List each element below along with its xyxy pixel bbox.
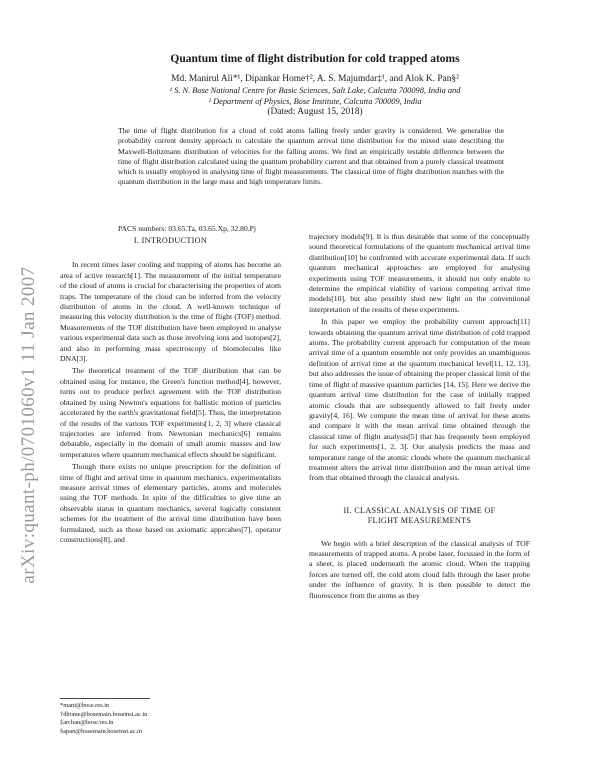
section-heading-line: FLIGHT MEASUREMENTS bbox=[367, 516, 472, 526]
paragraph: Though there exists no unique prescription for the definition of time of flight and arrival time in quantum mechanics, experimentalists measure arrival times of elementary particles, atoms and molecules using the TOF methods. In spite of the difficulties to give time an observable status in quantum mechanics, several logically consistent schemes for the treatment of the arrival time distribution have been formulated, such as those based on axiomatic apprcahes[7], operator constructions[8], and bbox=[60, 462, 281, 544]
footnote: ‡archan@bose.res.in bbox=[60, 719, 114, 727]
author-block bbox=[80, 74, 550, 118]
left-column bbox=[60, 232, 281, 545]
paragraph: In recent times laser cooling and trapping of atoms has become an area of active research[1]. The measurement of the initial temperature of the cloud of atoms is crucial for characterising the properties of atom traps. The temperature of the cloud can be inferred from the velocity distribution of atoms in the cloud. A well-known technique of measuring this velocity distribution is the time of flight (TOF) method. Measurements of the TOF distribution have been employed to analyse various experimental data such as those involving ions and isotopes[2], and also in performing mass spectroscopy of biomolecules like DNA[3]. bbox=[60, 260, 281, 364]
footnote: †dhome@bosemain.boseinst.ac.in bbox=[60, 710, 148, 718]
footnote: §apan@bosemain.boseinst.ac.in bbox=[60, 727, 143, 735]
paper-title: Quantum time of flight distribution for cold trapped atoms bbox=[170, 53, 460, 65]
arxiv-stamp-text: arXiv:quant-ph/0701060v1 11 Jan 2007 bbox=[18, 266, 39, 584]
right-column bbox=[309, 232, 530, 601]
footnotes bbox=[60, 698, 281, 736]
section-heading-line: II. CLASSICAL ANALYSIS OF TIME OF bbox=[343, 505, 496, 515]
section-heading-introduction: I. INTRODUCTION bbox=[133, 236, 208, 245]
abstract: The time of flight distribution for a cloud of cold atoms falling freely under gravity is considered. We generalise the probability current density approach to calculate the quantum arrival time distribution for the mixed state describing the Maxwell-Boltzmann distribution of velocities for the falling atoms. We find an empirically testable difference between the time of flight distribution calculated using the quantum probability current and that obtained from a purely classical treatment which is usually employed in analysing time of flight measurements. The classical time of flight distribution matches with the quantum distribution in the large mass and high temperature limits. bbox=[118, 126, 504, 187]
paragraph: We begin with a brief description of the classical analysis of TOF measurements of trapped atoms. A probe laser, focussed in the form of a sheet, is placed underneath the atomic cloud. When the trapping forces are turned off, the cold atom cloud falls through the laser probe under the influence of gravity. It is then possible to detect the fluorescence from the atoms as they bbox=[309, 538, 530, 600]
footnote: *mani@bose.res.in bbox=[60, 702, 110, 709]
arxiv-stamp bbox=[14, 210, 44, 640]
section-heading-classical-analysis bbox=[309, 506, 530, 527]
date-line: (Dated: August 15, 2018) bbox=[267, 107, 363, 117]
affiliation-2: ² Department of Physics, Bose Institute, Calcutta 700009, India bbox=[208, 97, 422, 106]
pacs-numbers: PACS numbers: 03.65.Ta, 03.65.Xp, 32.80.Pj bbox=[118, 224, 256, 233]
paragraph: The theoretical treatment of the TOF distribution that can be obtained using for instance, the Green's function method[4], however, turns out to produce perfect agreement with the TOF distribution obtained by using Newton's equations for ballistic motion of particles accelerated by the earth's gravitational field[5]. Thus, the interpretation of the results of the various TOF experiments[1, 2, 3] where classical trajectories are inferred from Newtonian mechanics[6] remains debatable, especially in the domain of small atomic masses and low temperatures where quantum mechanical effects should be significant. bbox=[60, 366, 281, 459]
affiliation-1: ¹ S. N. Bose National Centre for Basic Sciences, Salt Lake, Calcutta 700098, India and bbox=[169, 86, 461, 95]
paragraph: trajectory models[9]. It is thus desirable that some of the conceptually sound theoretical formulations of the quantum mechanical arrival time distribution[10] be confronted with accurate experimental data. If such quantum mechanical approaches are employed for analysing experiments using TOF measurements, it should not only enable to determine the empirical viability of various competing arrival time models[10], but also possibly shed new light on the conventional interpretation of the results of these experiments. bbox=[309, 232, 530, 314]
authors-line: Md. Manirul Ali*¹, Dipankar Home†², A. S. Majumdar‡¹, and Alok K. Pan§² bbox=[171, 74, 459, 84]
footnote-rule bbox=[60, 698, 150, 699]
paragraph: In this paper we employ the probability current approach[11] towards obtaining the quantum arrival time distribution of cold trapped atoms. The probability current approach for computation of the mean arrival time of a quantum ensemble not only provides an unambiguous definition of arrival time at the quantum mechanical level[11, 12, 13], but also addresses the issue of obtaining the proper classical limit of the time of flight of massive quantum particles [14, 15]. Here we derive the quantum arrival time distribution for the case of initially trapped atomic clouds that are subsequently allowed to fall freely under gravity[4, 16]. We compute the mean time of arrival for these atoms and compare it with the mean arrival time obtained through the classical time of flight analysis[5] that has frequently been employed for such experiments[1, 2, 3]. Our analysis predicts the mass and temperature range of the atomic clouds where the quantum mechanical treatment alters the arrival time distribution and the mean arrival time from that obtained through the classical analysis. bbox=[309, 317, 530, 483]
